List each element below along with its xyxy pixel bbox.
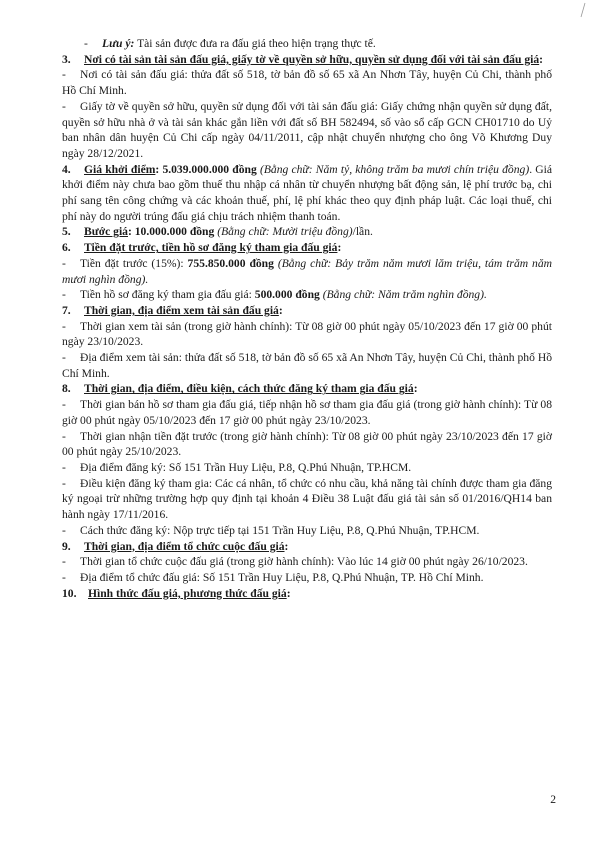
- section-6-deposit: - Tiền đặt trước (15%): 755.850.000 đồng (Bằng chữ: Bảy trăm năm mươi lăm triệu, tám trăm năm mươi nghìn đồng).: [62, 256, 553, 286]
- section-7-heading: 7. Thời gian, địa điểm xem tài sản đấu giá:: [62, 303, 283, 317]
- section-8-method: - Cách thức đăng ký: Nộp trực tiếp tại 151 Trần Huy Liệu, P.8, Q.Phú Nhuận, TP.HCM.: [62, 523, 480, 537]
- section-6-fee: - Tiền hồ sơ đăng ký tham gia đấu giá: 500.000 đồng (Bằng chữ: Năm trăm nghìn đồng).: [62, 288, 487, 302]
- section-9-place: - Địa điểm tổ chức đấu giá: Số 151 Trần Huy Liệu, P.8, Q.Phú Nhuận, TP. Hồ Chí Minh.: [62, 570, 484, 584]
- section-8-deposit-time: - Thời gian nhận tiền đặt trước (trong giờ hành chính): Từ 08 giờ 00 phút ngày 23/10/2023 đến 17 giờ 00 phút ngày 25/10/2023.: [62, 429, 552, 459]
- section-8-sale-time: - Thời gian bán hồ sơ tham gia đấu giá, tiếp nhận hồ sơ tham gia đấu giá (trong giờ hành chính): Từ 08 giờ 00 phút ngày 05/10/2023 đến 17 giờ 00 phút ngày 23/10/2023.: [62, 398, 552, 427]
- section-7-place: - Địa điểm xem tài sản: thửa đất số 518, tờ bản đồ số 65 xã An Nhơn Tây, huyện Củ Chi, thành phố Hồ Chí Minh.: [62, 351, 552, 380]
- section-3-location: - Nơi có tài sản đấu giá: thửa đất số 518, tờ bản đồ số 65 xã An Nhơn Tây, huyện Củ Chi, thành phố Hồ Chí Minh.: [62, 68, 552, 98]
- page-number: 2: [550, 793, 556, 806]
- corner-mark-icon: [578, 2, 588, 18]
- section-9-heading: 9. Thời gian, địa điểm tổ chức cuộc đấu giá:: [62, 539, 289, 553]
- section-3-heading: 3. Nơi có tài sản tài sản đấu giá, giấy tờ về quyền sở hữu, quyền sử dụng đối với tài sản đấu giá:: [62, 52, 544, 66]
- section-3-documents: - Giấy tờ về quyền sở hữu, quyền sử dụng đối với tài sản đấu giá: Giấy chứng nhận quyền sử dụng đất, quyền sở hữu nhà ở và tài sản khác gắn liền với đất số BH 582494, số vào sổ cấp GCN CH01710 do Uỷ ban nhân dân huyện Củ Chi cấp ngày 04/11/2011, cập nhật chuyển nhượng cho ông Võ Khương Duy ngày 28/12/2021.: [62, 99, 552, 160]
- section-7-time: - Thời gian xem tài sản (trong giờ hành chính): Từ 08 giờ 00 phút ngày 05/10/2023 đến 17 giờ 00 phút ngày 23/10/2023.: [62, 319, 552, 349]
- document-page: [62, 36, 552, 601]
- section-8-heading: 8. Thời gian, địa điểm, điều kiện, cách thức đăng ký tham gia đấu giá:: [62, 382, 418, 396]
- section-8-register-place: - Địa điểm đăng ký: Số 151 Trần Huy Liệu, P.8, Q.Phú Nhuận, TP.HCM.: [62, 460, 412, 474]
- section-9-time: - Thời gian tổ chức cuộc đấu giá (trong giờ hành chính): Vào lúc 14 giờ 00 phút ngày 26/10/2023.: [62, 555, 528, 569]
- section-6-heading: 6. Tiền đặt trước, tiền hồ sơ đăng ký tham gia đấu giá:: [62, 241, 342, 255]
- note-line: - Lưu ý: Tài sản được đưa ra đấu giá theo hiện trạng thực tế.: [84, 37, 376, 50]
- section-8-conditions: - Điều kiện đăng ký tham gia: Các cá nhân, tổ chức có nhu cầu, khả năng tài chính được tham gia đăng ký ngoại trừ những trường hợp quy định tại khoản 4 Điều 38 Luật đấu giá tài sản số 01/2016/QH14 ban hành ngày 17/11/2016.: [62, 476, 552, 522]
- section-4-starting-price: 4. Giá khởi điểm: 5.039.000.000 đồng (Bằng chữ: Năm tỷ, không trăm ba mươi chín triệu đồng). Giá khởi điểm này chưa bao gồm thuế thu nhập cá nhân từ chuyển nhượng bất động sản, lệ phí trước bạ, chi phí sang tên công chứng và các khoản thuế, phí, lệ phí khác theo quy định pháp luật. Các loại thuế, chi phí này do người trúng đấu giá chịu trách nhiệm thanh toán.: [62, 162, 553, 223]
- section-5-bid-step: 5. Bước giá: 10.000.000 đồng (Bằng chữ: Mười triệu đồng)/lần.: [62, 225, 373, 239]
- section-10-heading: 10. Hình thức đấu giá, phương thức đấu giá:: [62, 586, 291, 600]
